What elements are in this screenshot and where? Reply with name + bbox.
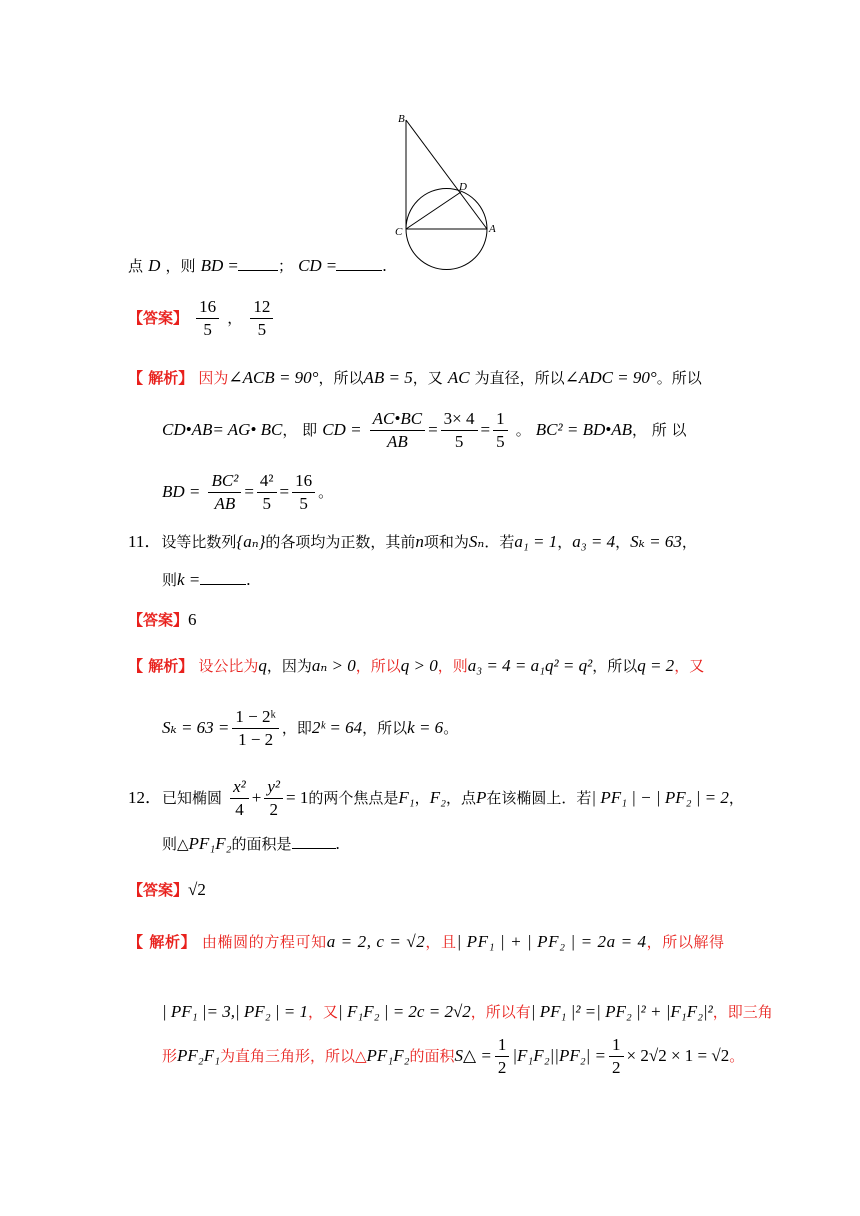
q10-blank-bd[interactable] <box>238 270 278 271</box>
q12-analysis-line3: 形PF₂F₁为直角三角形，所以△PF₁F₂的面积S△ = $\frac{1}{2}$ |F₁F₂||PF₂| = $\frac{1}{2}$ × 2√2 × 1 = √2。 <box>162 1035 745 1077</box>
label-b: B <box>398 113 405 125</box>
label-d: D <box>459 181 467 193</box>
q10-analysis-line2: CD•AB= AG• BC， 即 CD = $\frac{AC•BC}{AB}$ = $\frac{3\times 4}{5}$ = $\frac{1}{5}$ 。 BC² = BD•AB， 所 以 <box>162 409 687 451</box>
q11-analysis-line2: Sₖ = 63 = $\frac{\text{1 − 2ᵏ}}{1 - 2}$ ，即2ᵏ = 64，所以k = 6。 <box>162 707 459 749</box>
q11-analysis-line1: 【 解析】 设公比为q，因为aₙ > 0，所以q > 0，则a₃ = 4 = a₁q² = q²，所以q = 2，又 <box>128 656 705 675</box>
q10-bd: BD <box>200 256 224 275</box>
q10-sep: ； <box>277 257 293 275</box>
q10-analysis-line1: 【 解析】 因为∠ACB = 90°，所以AB = 5，又 AC 为直径，所以∠ADC = 90°。所以 <box>128 368 702 387</box>
q11-question-line1: 11．设等比数列{aₙ}的各项均为正数，其前n项和为Sₙ．若a₁ = 1，a₃ = 4，Sₖ = 63， <box>128 532 697 551</box>
q11-answer-line: 【答案】6 <box>128 610 197 629</box>
q10-cd: CD <box>298 256 322 275</box>
geometry-figure <box>390 108 500 278</box>
q12-answer-value: √2 <box>188 880 206 899</box>
q12-analysis-line2: | PF₁ |= 3,| PF₂ | = 1，又| F₁F₂ | = 2c = 2√2，所以有| PF₁ |² =| PF₂ |² + |F₁F₂|²，即三角 <box>162 1002 773 1021</box>
analysis-tag: 【 解析】 <box>128 369 194 387</box>
q11-blank[interactable] <box>200 584 246 585</box>
q10-answer-frac2: $\frac{12}{5}$ <box>250 296 273 341</box>
label-a: A <box>489 223 496 235</box>
q10-blank-cd[interactable] <box>336 270 382 271</box>
q12-number: 12． <box>128 788 162 807</box>
answer-tag: 【答案】 <box>128 309 189 327</box>
q10-analysis-line3: BD = $\frac{\text{BC²}}{AB}$ = $\frac{\text{4²}}{5}$ = $\frac{16}{5}$ 。 <box>162 471 334 513</box>
q11-question-line2: 则k = . <box>162 570 251 589</box>
q10-answer-line: 【答案】 $\frac{16}{5}$ ， $\frac{12}{5}$ <box>128 296 276 341</box>
q12-question-line1: 12．已知椭圆 $\frac{\text{x²}}{4}$ + $\frac{\text{y²}}{2}$ = 1的两个焦点是F₁，F₂，点P在该椭圆上．若| PF₁ | − | PF₂ | = 2， <box>128 777 744 819</box>
q10-prefix: 点 <box>128 257 144 275</box>
q10-tail-line: 点 D ，则 BD = ； CD = . <box>128 256 387 275</box>
q11-answer-value: 6 <box>188 610 197 629</box>
label-c: C <box>395 226 403 238</box>
q11-number: 11． <box>128 532 162 551</box>
q12-answer-line: 【答案】√2 <box>128 880 206 899</box>
q10-then: ，则 <box>165 257 196 275</box>
q10-end: . <box>382 256 387 275</box>
q12-analysis-line1: 【 解析】 由椭圆的方程可知a = 2, c = √2，且| PF₁ | + | PF₂ | = 2a = 4，所以解得 <box>128 932 725 951</box>
q10-answer-frac1: $\frac{16}{5}$ <box>196 296 219 341</box>
q12-question-line2: 则△PF₁F₂的面积是 . <box>162 834 340 853</box>
q12-blank[interactable] <box>292 848 336 849</box>
segment-ba <box>406 120 487 229</box>
q10-point-d: D <box>148 256 161 275</box>
segment-cd <box>406 192 461 229</box>
